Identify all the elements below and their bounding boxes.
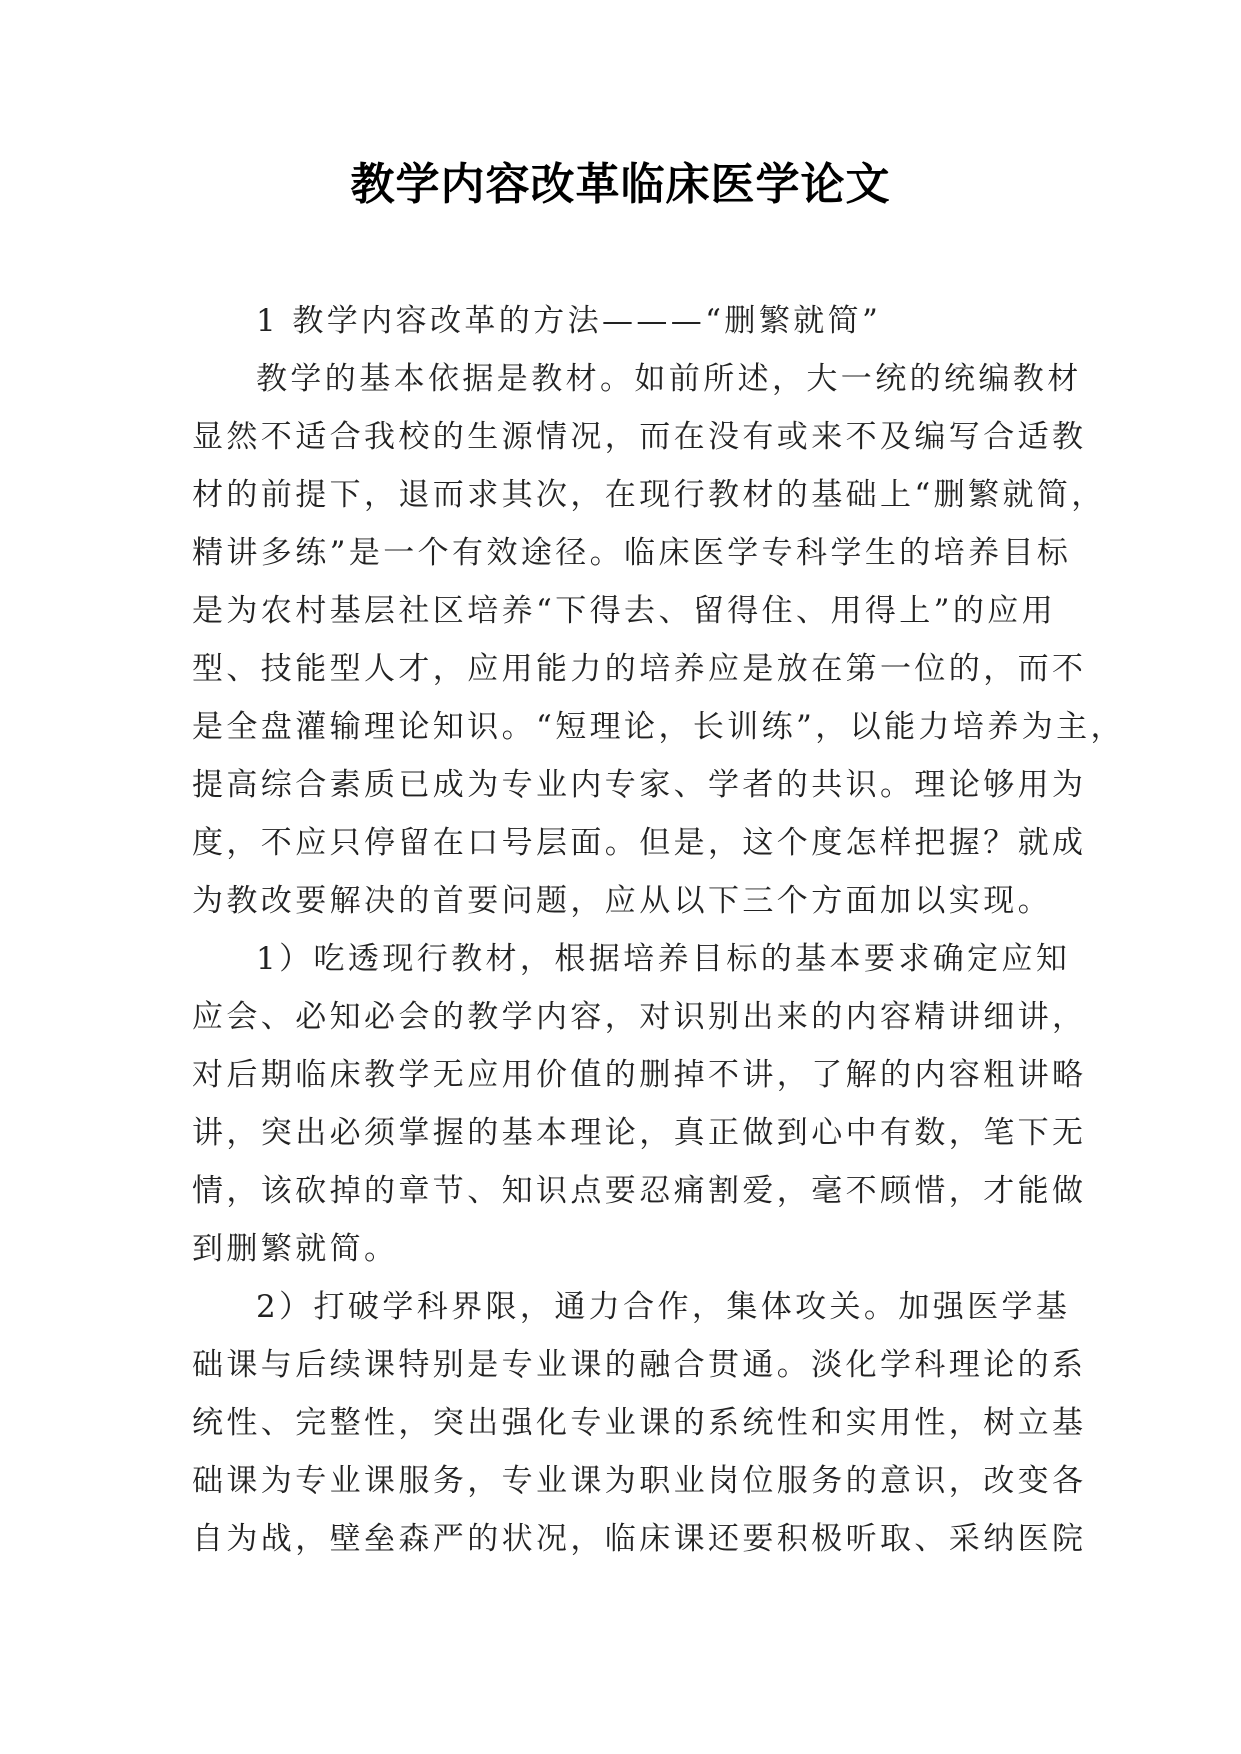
text-line: 到删繁就简。 bbox=[192, 1231, 399, 1267]
text-line: 型、技能型人才，应用能力的培养应是放在第一位的，而不 bbox=[192, 651, 1087, 687]
text-line: 1）吃透现行教材，根据培养目标的基本要求确定应知 bbox=[256, 941, 1071, 977]
text-line: 是全盘灌输理论知识。“短理论，长训练”，以能力培养为主， bbox=[192, 709, 1125, 745]
text-line: 教学的基本依据是教材。如前所述，大一统的统编教材 bbox=[256, 361, 1082, 397]
document-title: 教学内容改革临床医学论文 bbox=[350, 159, 891, 210]
text-line: 自为战，壁垒森严的状况，临床课还要积极听取、采纳医院 bbox=[192, 1521, 1087, 1557]
text-line: 2）打破学科界限，通力合作，集体攻关。加强医学基 bbox=[256, 1289, 1071, 1325]
text-line: 提高综合素质已成为专业内专家、学者的共识。理论够用为 bbox=[192, 767, 1087, 803]
text-line: 精讲多练”是一个有效途径。临床医学专科学生的培养目标 bbox=[192, 535, 1072, 571]
text-line: 1 教学内容改革的方法———“删繁就简” bbox=[256, 303, 882, 339]
text-line: 对后期临床教学无应用价值的删掉不讲，了解的内容粗讲略 bbox=[192, 1057, 1087, 1093]
document-body bbox=[192, 292, 1125, 1568]
text-line: 情，该砍掉的章节、知识点要忍痛割爱，毫不顾惜，才能做 bbox=[192, 1173, 1087, 1209]
text-line: 应会、必知必会的教学内容，对识别出来的内容精讲细讲， bbox=[192, 999, 1087, 1035]
text-line: 讲，突出必须掌握的基本理论，真正做到心中有数，笔下无 bbox=[192, 1115, 1087, 1151]
text-line: 础课与后续课特别是专业课的融合贯通。淡化学科理论的系 bbox=[192, 1347, 1087, 1383]
text-line: 础课为专业课服务，专业课为职业岗位服务的意识，改变各 bbox=[192, 1463, 1087, 1499]
text-line: 度，不应只停留在口号层面。但是，这个度怎样把握？就成 bbox=[192, 825, 1087, 861]
text-line: 是为农村基层社区培养“下得去、留得住、用得上”的应用 bbox=[192, 593, 1057, 629]
text-line: 统性、完整性，突出强化专业课的系统性和实用性，树立基 bbox=[192, 1405, 1087, 1441]
text-line: 为教改要解决的首要问题，应从以下三个方面加以实现。 bbox=[192, 883, 1052, 919]
text-line: 显然不适合我校的生源情况，而在没有或来不及编写合适教 bbox=[192, 419, 1087, 455]
text-line: 材的前提下，退而求其次，在现行教材的基础上“删繁就简， bbox=[192, 477, 1106, 513]
